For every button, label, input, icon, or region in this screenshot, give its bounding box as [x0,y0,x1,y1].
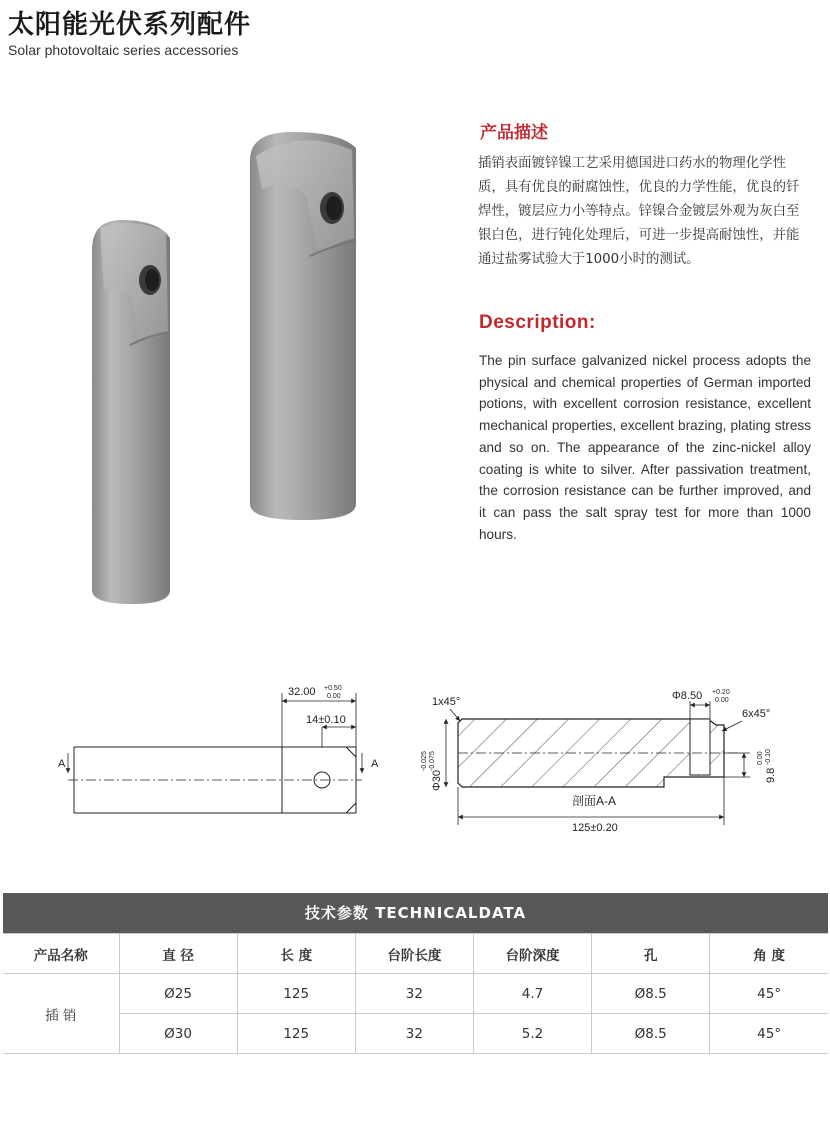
page-subtitle: Solar photovoltaic series accessories [8,42,239,58]
col-header-hole: 孔 [592,934,710,974]
dim-9-8-tol-upper: 0.00 [757,751,764,765]
col-header-diameter: 直 径 [119,934,237,974]
description-en-heading: Description: [479,312,596,333]
table-cell: 45° [710,1014,828,1054]
pin-left [92,220,170,604]
chamfer-6x45: 6x45° [742,708,771,720]
dim-phi30-tol-lower: -0.075 [429,751,436,771]
chamfer-1x45: 1x45° [432,696,461,708]
product-photo [70,120,400,620]
dim-phi8-5-tol-lower: 0.00 [715,697,729,704]
dim-phi30: Φ30 [431,769,443,791]
col-header-name: 产品名称 [3,934,119,974]
description-cn-line: 银白色，进行钝化处理后，可进一步提高耐蚀性，并能 [478,228,800,243]
side-view [58,685,379,813]
technical-data-table [3,933,828,1054]
table-row [3,974,828,1014]
dim-phi30-tol-upper: -0.025 [421,751,428,771]
dim-32: 32.00 [288,686,316,698]
dim-phi8-5-tol-upper: +0.20 [712,689,730,696]
col-header-angle: 角 度 [710,934,828,974]
dim-9-8: 9.8 [765,767,777,783]
dim-125: 125±0.20 [572,822,618,834]
dim-32-tol-lower: 0.00 [327,693,341,700]
section-view [421,689,777,834]
table-cell: Ø8.5 [592,974,710,1014]
col-header-length: 长 度 [237,934,355,974]
description-cn-line: 焊性，镀层应力小等特点。锌镍合金镀层外观为灰白至 [478,204,800,219]
section-mark-right: A [371,758,379,770]
description-cn-line: 通过盐雾试验大于1000小时的测试。 [478,252,700,267]
dim-14: 14±0.10 [306,714,346,726]
table-cell: 125 [237,974,355,1014]
col-header-step-depth: 台阶深度 [473,934,591,974]
table-cell: 32 [355,974,473,1014]
dim-phi8-5: Φ8.50 [672,690,703,702]
table-cell: Ø30 [119,1014,237,1054]
technical-data-section [3,893,828,1054]
description-cn-line: 质，具有优良的耐腐蚀性，优良的力学性能，优良的钎 [478,180,800,195]
product-name-cell: 插 销 [3,974,119,1054]
pin-right [250,132,356,520]
description-en-text: The pin surface galvanized nickel process adopts the physical and chemical properties of German imported potions, with excellent corrosion resistance, excellent mechanical properties, excellent brazing, plating stress and so on. The appearance of the zinc-nickel alloy coating is white to silver. After passivation treatment, the corrosion resistance can be further improved, and it can pass the salt spray test for more than 1000 hours. [479,353,811,542]
table-cell: 5.2 [473,1014,591,1054]
table-cell: 125 [237,1014,355,1054]
table-row [3,1014,828,1054]
section-label: 剖面A-A [572,794,617,808]
table-cell: 45° [710,974,828,1014]
technical-data-title: 技术参数 TECHNICALDATA [3,893,828,933]
table-cell: Ø25 [119,974,237,1014]
description-cn-heading: 产品描述 [480,123,548,143]
col-header-step-length: 台阶长度 [355,934,473,974]
technical-drawing [0,665,830,845]
table-cell: 32 [355,1014,473,1054]
section-mark-left: A [58,758,66,770]
table-cell: Ø8.5 [592,1014,710,1054]
dim-32-tol-upper: +0.50 [324,685,342,692]
description-cn-line: 插销表面镀锌镍工艺采用德国进口药水的物理化学性 [478,156,786,171]
table-header-row [3,934,828,974]
dim-9-8-tol-lower: -0.10 [765,749,772,765]
page-title: 太阳能光伏系列配件 [8,10,252,40]
table-cell: 4.7 [473,974,591,1014]
description-cn-text [478,152,812,272]
